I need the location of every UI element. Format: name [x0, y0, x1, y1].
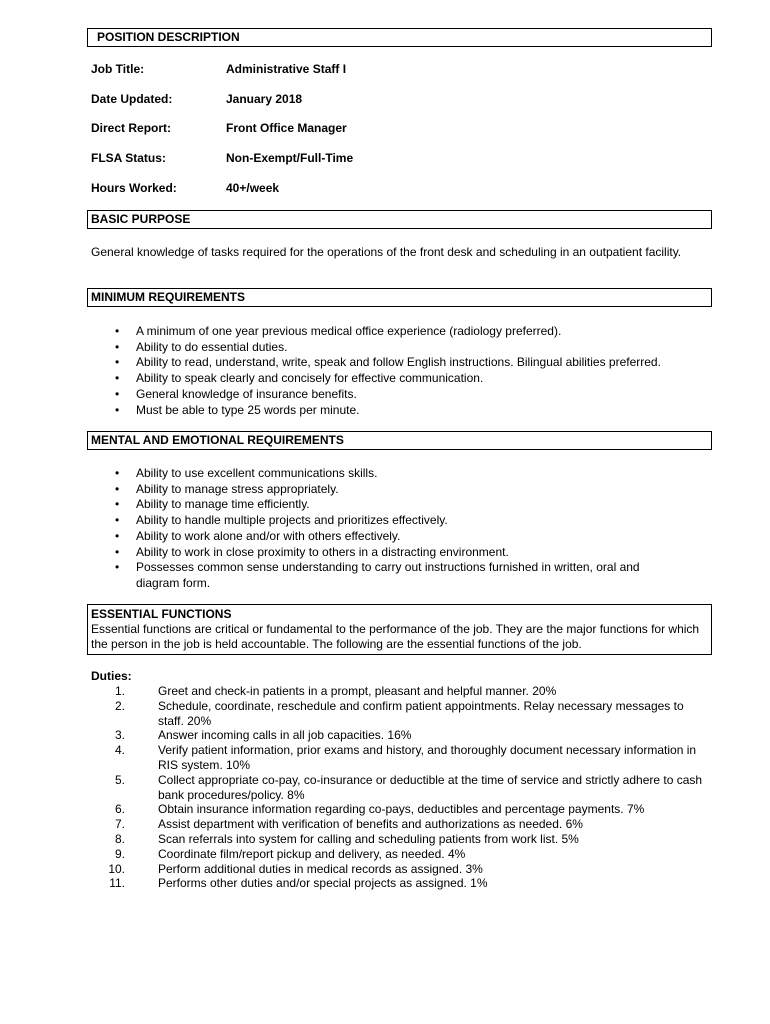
field-label: Job Title: — [91, 62, 145, 76]
list-item: • Must be able to type 25 words per minute. — [91, 403, 701, 419]
section-title: MINIMUM REQUIREMENTS — [91, 290, 245, 304]
list-item — [91, 684, 703, 699]
field-label: Hours Worked: — [91, 181, 177, 195]
list-item: • Ability to handle multiple projects and prioritizes effectively. — [91, 513, 701, 529]
item-number: 6. — [114, 802, 125, 817]
position-description-header — [87, 28, 712, 47]
list-item: • Ability to read, understand, write, speak and follow English instructions. Bilingual abilities preferred. — [91, 355, 701, 371]
item-text: Perform additional duties in medical records as assigned. 3% — [158, 861, 483, 876]
item-text: Coordinate film/report pickup and delivery, as needed. 4% — [158, 846, 466, 861]
item-number: 4. — [114, 743, 125, 758]
field-value: Front Office Manager — [226, 121, 347, 135]
item-number: 2. — [114, 698, 125, 713]
list-item — [91, 728, 703, 743]
section-title: POSITION DESCRIPTION — [97, 30, 240, 44]
list-item: • Ability to use excellent communications skills. — [91, 466, 701, 482]
list-item — [91, 817, 703, 832]
item-number: 7. — [114, 817, 125, 832]
item-text: Collect appropriate co-pay, co-insurance or deductible at the time of service and strictly adhere to cash bank procedures/policy. 8% — [158, 772, 703, 802]
list-item: • Ability to speak clearly and concisely for effective communication. — [91, 371, 701, 387]
section-title: BASIC PURPOSE — [91, 212, 191, 226]
list-item — [91, 802, 703, 817]
field-label: Direct Report: — [91, 121, 172, 135]
essential-functions-box — [87, 604, 712, 655]
minimum-requirements-list — [91, 324, 701, 418]
item-number: 3. — [114, 728, 125, 743]
list-item — [91, 773, 703, 803]
field-value: Non-Exempt/Full-Time — [226, 151, 354, 165]
item-number: 11. — [109, 876, 125, 891]
list-item: • Ability to manage stress appropriately. — [91, 482, 701, 498]
list-item — [91, 847, 703, 862]
section-title: MENTAL AND EMOTIONAL REQUIREMENTS — [91, 433, 344, 447]
item-text: Greet and check-in patients in a prompt, pleasant and helpful manner. 20% — [158, 684, 557, 698]
item-number: 1. — [114, 684, 125, 698]
mental-requirements-list — [91, 466, 701, 592]
field-value: Administrative Staff I — [226, 62, 347, 76]
item-text: Assist department with verification of benefits and authorizations as needed. 6% — [158, 817, 583, 832]
item-text: Schedule, coordinate, reschedule and confirm patient appointments. Relay necessary messages to staff. 20% — [158, 698, 684, 728]
field-value: January 2018 — [226, 92, 303, 106]
list-item — [91, 862, 703, 877]
item-number: 10. — [108, 861, 125, 876]
item-text: Scan referrals into system for calling and scheduling patients from work list. 5% — [158, 831, 579, 846]
list-item — [91, 699, 703, 729]
duties-list — [91, 684, 703, 891]
item-number: 8. — [114, 831, 125, 846]
list-item — [91, 743, 703, 773]
list-item: • General knowledge of insurance benefits. — [91, 387, 701, 403]
basic-purpose-text: General knowledge of tasks required for the operations of the front desk and scheduling in an outpatient facility. — [91, 245, 682, 259]
minimum-requirements-header — [87, 288, 712, 307]
list-item: • Ability to manage time efficiently. — [91, 497, 701, 513]
list-item: • Ability to do essential duties. — [91, 340, 701, 356]
item-number: 9. — [114, 846, 125, 861]
section-title: ESSENTIAL FUNCTIONS — [91, 607, 232, 621]
item-text: Verify patient information, prior exams and history, and thoroughly document necessary information in RIS system. 10% — [158, 743, 697, 772]
duties-title: Duties: — [91, 669, 132, 683]
list-item: • Ability to work alone and/or with others effectively. — [91, 529, 701, 545]
list-item: • Ability to work in close proximity to others in a distracting environment. — [91, 545, 701, 561]
field-label: Date Updated: — [91, 92, 173, 106]
field-value: 40+/week — [226, 181, 280, 195]
essential-functions-text: Essential functions are critical or fundamental to the performance of the job. They are the major functions for which the person in the job is held accountable. The following are the essential functions of the job. — [91, 622, 700, 651]
list-item: • Possesses common sense understanding to carry out instructions furnished in written, oral and diagram form. — [91, 560, 701, 591]
list-item — [91, 876, 703, 891]
item-text: Obtain insurance information regarding co-pays, deductibles and percentage payments. 7% — [158, 802, 645, 817]
list-item: • A minimum of one year previous medical office experience (radiology preferred). — [91, 324, 701, 340]
mental-requirements-header — [87, 431, 712, 450]
basic-purpose-header — [87, 210, 712, 229]
list-item — [91, 832, 703, 847]
item-text: Answer incoming calls in all job capacities. 16% — [158, 728, 412, 743]
item-text: Performs other duties and/or special projects as assigned. 1% — [158, 876, 488, 891]
item-number: 5. — [114, 772, 125, 787]
field-label: FLSA Status: — [91, 151, 166, 165]
